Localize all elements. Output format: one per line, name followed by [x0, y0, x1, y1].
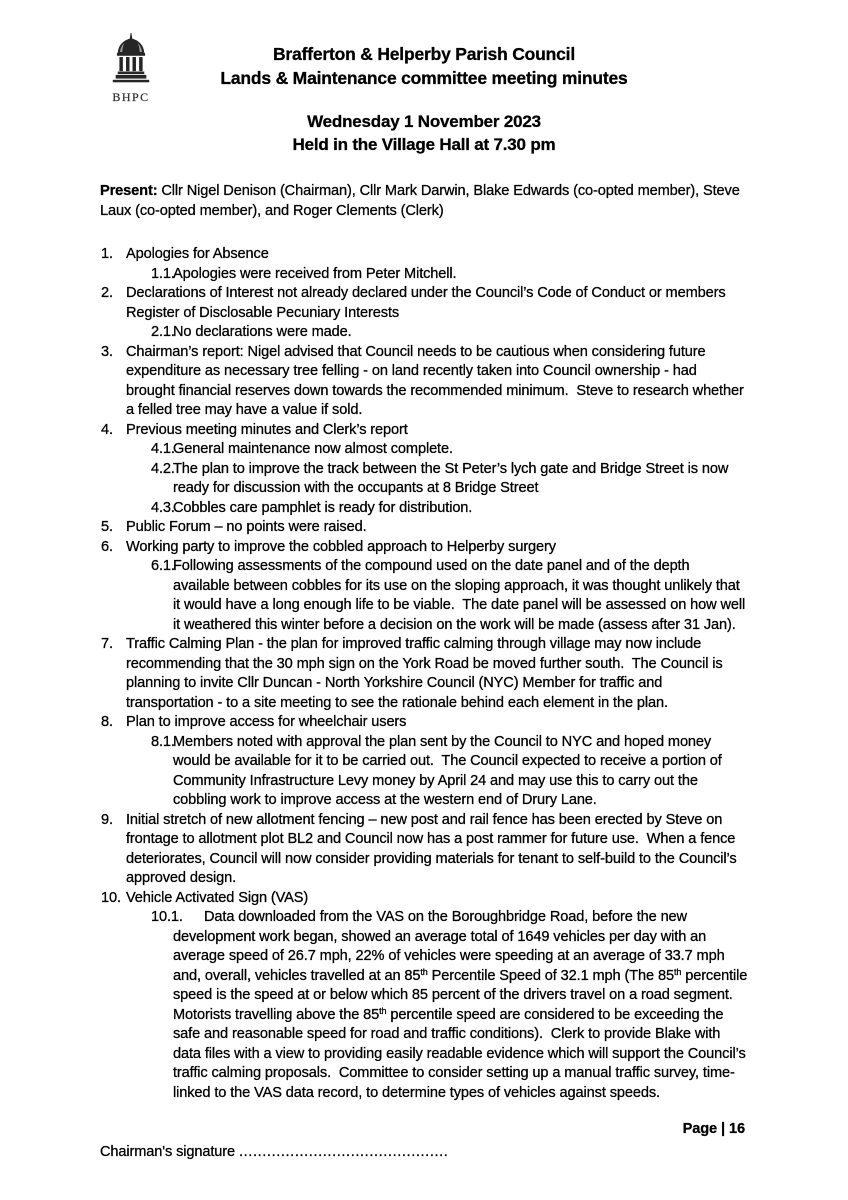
committee-subtitle: Lands & Maintenance committee meeting minutes	[220, 68, 628, 88]
sub-item-8-1	[151, 733, 748, 811]
item-text: Apologies for Absence	[126, 246, 269, 262]
item-number: 1.	[101, 246, 113, 262]
item-text: Chairman’s report: Nigel advised that Council needs to be cautious when considering future expenditure as necessary tree felling - on land recently taken into Council ownership - had brought financial reserves down towards the recommended minimum. Steve to research whether a felled tree may have a value if sold.	[126, 343, 748, 418]
item-number: 5.	[101, 519, 113, 535]
page-number: Page | 16	[682, 1121, 745, 1137]
agenda-item-4	[100, 421, 748, 519]
item-number: 2.	[101, 285, 113, 301]
sub-item-number: 1.1.	[151, 265, 175, 282]
sub-item-number: 8.1.	[151, 733, 175, 750]
item-text: Previous meeting minutes and Clerk’s report	[126, 421, 408, 438]
item-number: 4.	[101, 421, 113, 438]
agenda-item-3	[100, 343, 748, 421]
sub-item-text: Following assessments of the compound used on the date panel and of the depth available between cobbles for its use on the sloping approach, it was thought unlikely that it would have a long enough life to be viable. The date panel will be assessed on how well it weathered this winter before a decision on the work will be made (assess after 31 Jan).	[173, 558, 750, 633]
signature-line	[100, 1143, 448, 1163]
minutes-list	[100, 245, 752, 1103]
sub-item-10-1	[151, 908, 752, 1103]
council-logo	[100, 33, 162, 104]
agenda-item-7	[100, 635, 748, 713]
item-text: Traffic Calming Plan - the plan for improved traffic calming through village may now include recommending that the 30 mph sign on the York Road be moved further south. The Council is planning to invite Cllr Duncan - North Yorkshire Council (NYC) Member for traffic and transportation - to a site meeting to see the rationale behind each element in the plan.	[126, 636, 727, 711]
item-text: Public Forum – no points were raised.	[126, 519, 367, 535]
sub-item-text: General maintenance now almost complete.	[173, 441, 453, 457]
sub-item-1-1	[151, 265, 748, 285]
item-number: 7.	[101, 636, 113, 652]
sub-item-number: 4.1.	[151, 441, 175, 457]
item-text: Declarations of Interest not already declared under the Council’s Code of Conduct or members Register of Disclosable Pecuniary Interests	[126, 285, 730, 321]
sub-item-number: 2.1.	[151, 324, 175, 340]
sub-item-text: The plan to improve the track between the St Peter’s lych gate and Bridge Street is now ready for discussion with the occupants at 8 Bridge Street	[173, 460, 733, 496]
sub-item-number: 10.1.	[151, 909, 183, 925]
sub-item-4-2	[151, 460, 748, 499]
agenda-item-9	[100, 811, 748, 889]
agenda-item-8	[100, 713, 748, 811]
sub-item-number: 4.2.	[151, 460, 175, 477]
agenda-item-1	[100, 245, 748, 284]
item-number: 6.	[101, 538, 113, 555]
meeting-date: Wednesday 1 November 2023	[307, 112, 541, 131]
item-text: Plan to improve access for wheelchair users	[126, 714, 407, 730]
signature-label: Chairman's signature	[100, 1144, 239, 1160]
sub-item-number: 6.1.	[151, 558, 175, 574]
sub-item-6-1	[151, 557, 748, 635]
item-text: Initial stretch of new allotment fencing – new post and rail fence has been erected by Steve on frontage to allotment plot BL2 and Council now has a post rammer for future use. When a fence deteriorates, Council will now consider providing materials for tenant to self-build to the Council’s approved design.	[126, 811, 741, 886]
bell-tower-icon	[106, 33, 156, 91]
sub-item-2-1	[151, 323, 748, 343]
agenda-item-10	[100, 889, 752, 1104]
document-header	[0, 0, 848, 156]
page-title: Brafferton & Helperby Parish Council	[272, 44, 576, 64]
agenda-item-6	[100, 538, 748, 636]
agenda-item-2	[100, 284, 748, 343]
sub-item-4-3	[151, 499, 748, 519]
item-number: 8.	[101, 714, 113, 730]
sub-item-number: 4.3.	[151, 499, 175, 516]
sub-item-text: Members noted with approval the plan sent by the Council to NYC and hoped money would be available for it to be carried out. The Council expected to receive a portion of Community Infrastructure Levy money by April 24 and may use this to carry out the cobbling work to improve access at the western end of Drury Lane.	[173, 733, 726, 808]
sub-item-text: Cobbles care pamphlet is ready for distribution.	[173, 499, 473, 516]
logo-caption: BHPC	[112, 90, 150, 104]
sub-item-4-1	[151, 440, 748, 460]
present-text: Cllr Nigel Denison (Chairman), Cllr Mark Darwin, Blake Edwards (co-opted member), Steve Laux (co-opted member), and Roger Clements (Clerk)	[100, 183, 744, 219]
present-paragraph	[100, 182, 748, 221]
signature-dots: .............................................	[238, 1144, 449, 1160]
item-number: 9.	[101, 811, 113, 828]
item-text: Working party to improve the cobbled approach to Helperby surgery	[126, 538, 556, 555]
agenda-item-5	[100, 518, 748, 538]
item-text: Vehicle Activated Sign (VAS)	[126, 889, 309, 906]
item-number: 3.	[101, 343, 113, 360]
present-label: Present:	[100, 183, 158, 199]
sub-item-text: Apologies were received from Peter Mitchell.	[173, 265, 457, 282]
item-number: 10.	[101, 889, 121, 906]
sub-item-text: Data downloaded from the VAS on the Boroughbridge Road, before the new development work began, showed an average total of 1649 vehicles per day with an average speed of 26.7 mph, 22% of vehicles were speeding at an average of 33.7 mph and, overall, vehicles travelled at an 85th Percentile Speed of 32.1 mph (The 85th percentile speed is the speed at or below which 85 percent of the drivers travel on a road segment. Motorists travelling above the 85th percentile speed are considered to be exceeding the safe and reasonable speed for road and traffic conditions). Clerk to provide Blake with data files with a view to providing easily readable evidence which will support the Council’s traffic calming proposals. Committee to consider setting up a manual traffic survey, time-linked to the VAS data record, to determine types of vehicles against speeds.	[173, 909, 752, 1101]
meeting-venue: Held in the Village Hall at 7.30 pm	[292, 135, 556, 154]
sub-item-text: No declarations were made.	[173, 324, 352, 340]
